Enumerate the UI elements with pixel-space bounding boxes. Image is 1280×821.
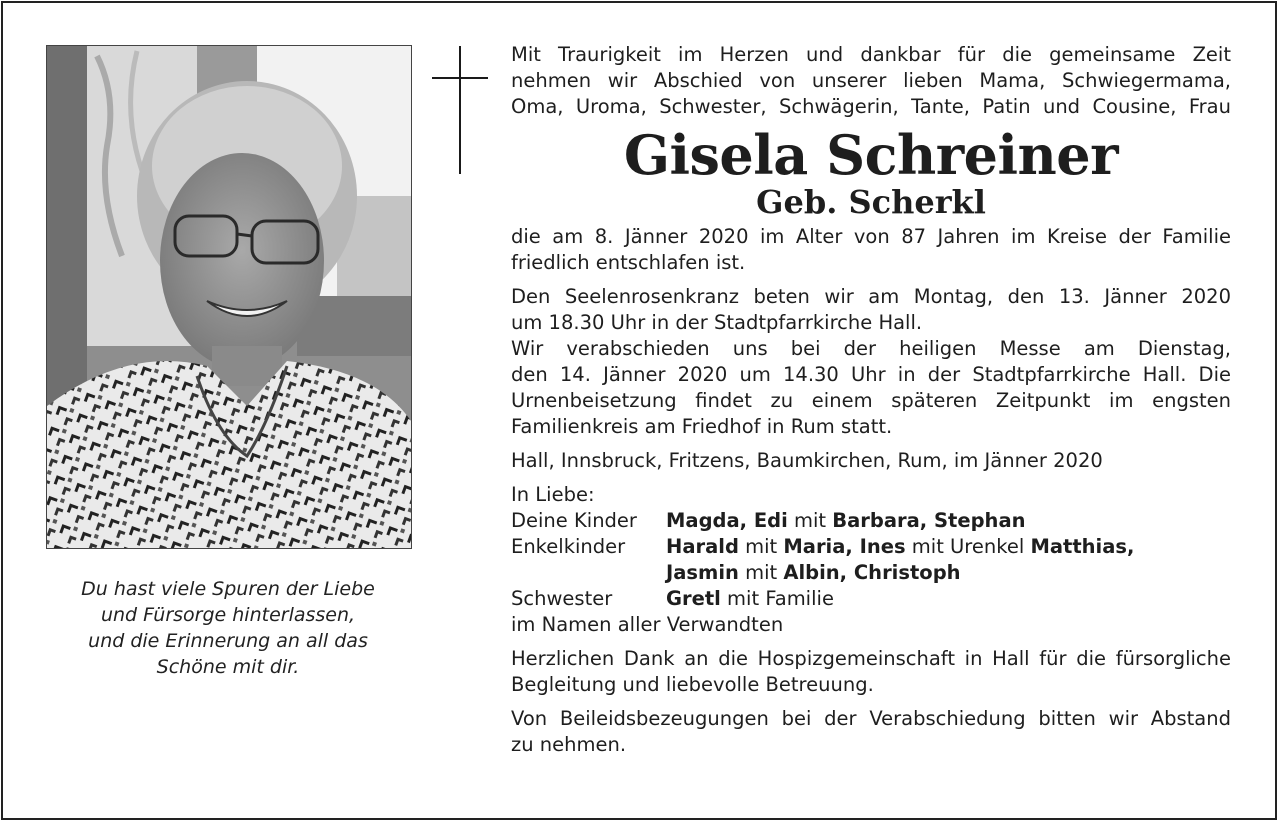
family-names: Albin, Christoph [783,561,961,584]
service-line: den 14. Jänner 2020 um 14.30 Uhr in der Stadtpfarrkirche Hall. Die [511,363,1231,386]
notice-text [511,42,1231,758]
cross-icon [432,46,488,174]
family-row-children [511,508,1231,534]
family-value: Jasmin mit Albin, Christoph [666,561,961,584]
family-names: Jasmin [666,561,739,584]
thanks-line: Begleitung und liebevolle Betreuung. [511,673,874,696]
service-line: um 18.30 Uhr in der Stadtpfarrkirche Hall. [511,311,923,334]
family-value: Gretl mit Familie [666,587,834,610]
thanks-line: Herzlichen Dank an die Hospizgemeinschaft in Hall für die fürsorgliche [511,647,1231,670]
death-notice-line: die am 8. Jänner 2020 im Alter von 87 Jahren im Kreise der Familie [511,225,1231,248]
family-label: Enkelkinder [511,535,626,558]
death-notice-line: friedlich entschlafen ist. [511,251,746,274]
family-value: Harald mit Maria, Ines mit Urenkel Matthias, [666,535,1135,558]
family-row-sister [511,586,1231,612]
family-names: Matthias, [1030,535,1135,558]
family-label: Schwester [511,587,613,610]
request-line: zu nehmen. [511,733,627,756]
family-names: Maria, Ines [783,535,906,558]
family-names: Harald [666,535,739,558]
service-line: Familienkreis am Friedhof in Rum statt. [511,415,893,438]
intro-line: Oma, Uroma, Schwester, Schwägerin, Tante, Patin und Cousine, Frau [511,95,1231,118]
in-love-heading: In Liebe: [511,483,595,506]
family-names: Magda, Edi [666,509,788,532]
poem-line: und die Erinnerung an all das [88,630,368,652]
service-line: Den Seelenrosenkranz beten wir am Montag, den 13. Jänner 2020 [511,285,1231,308]
intro-line: nehmen wir Abschied von unserer lieben Mama, Schwiegermama, [511,69,1231,92]
family-names: Gretl [666,587,721,610]
deceased-name: Gisela Schreiner [623,123,1119,187]
family-label: Deine Kinder [511,509,637,532]
relatives-line: im Namen aller Verwandten [511,613,784,636]
service-line: Wir verabschieden uns bei der heiligen Messe am Dienstag, [511,337,1231,360]
family-names: Barbara, Stephan [832,509,1026,532]
poem-line: Schöne mit dir. [156,656,300,678]
family-row-grandchildren-cont [511,560,1231,586]
intro-line: Mit Traurigkeit im Herzen und dankbar für die gemeinsame Zeit [511,43,1231,66]
maiden-name: Geb. Scherkl [756,183,986,221]
memorial-poem [46,576,410,680]
poem-line: Du hast viele Spuren der Liebe [81,578,375,600]
family-row-grandchildren [511,534,1231,560]
poem-line: und Fürsorge hinterlassen, [100,604,356,626]
portrait-photo [46,45,412,549]
request-line: Von Beileidsbezeugungen bei der Verabschiedung bitten wir Abstand [511,707,1231,730]
portrait-illustration [47,46,411,548]
service-line: Urnenbeisetzung findet zu einem späteren Zeitpunkt im engsten [511,389,1231,412]
place-date: Hall, Innsbruck, Fritzens, Baumkirchen, Rum, im Jänner 2020 [511,449,1103,472]
family-value: Magda, Edi mit Barbara, Stephan [666,509,1026,532]
